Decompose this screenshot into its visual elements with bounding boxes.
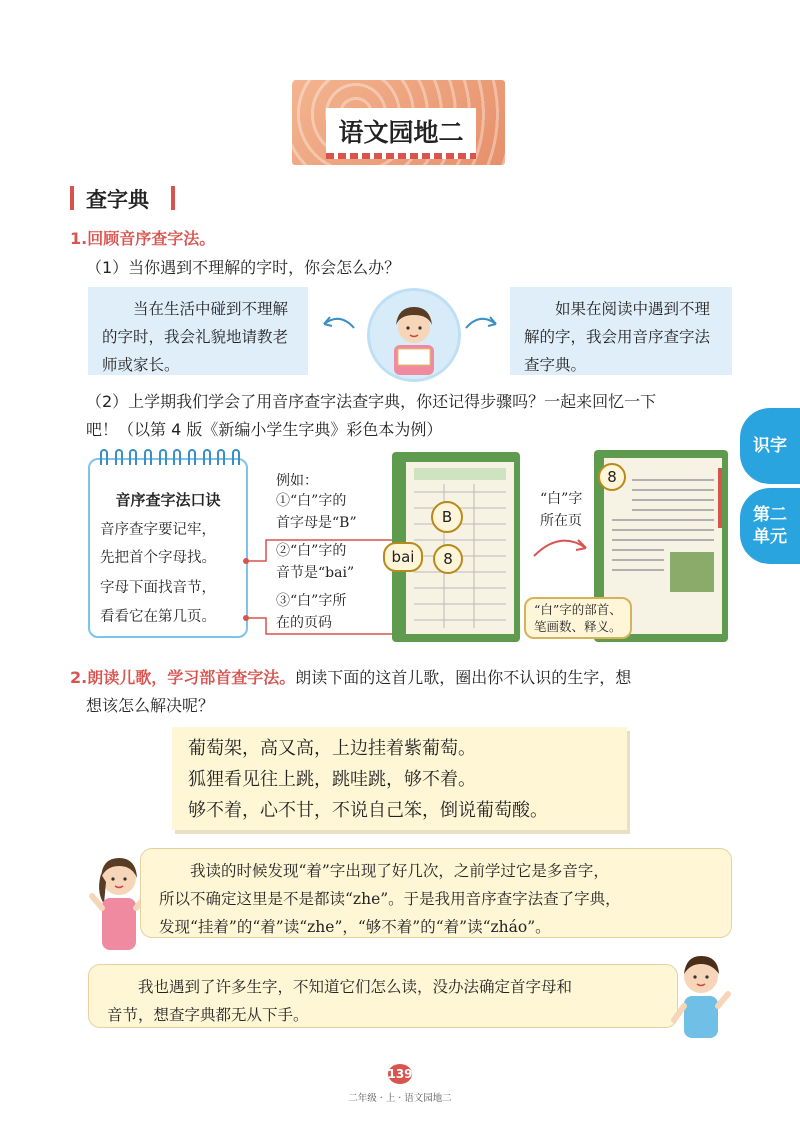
syllable-bai-tag: bai: [383, 542, 423, 572]
girl-speech-bubble: [140, 848, 732, 938]
ring-icon: [100, 449, 108, 465]
rhyme-line-2: 先把首个字母找。: [100, 550, 216, 566]
title-underline: [326, 153, 476, 159]
girl-reading-avatar: [367, 288, 461, 382]
poem-box: [172, 727, 627, 830]
step-2-line2: 音节是“bai”: [276, 565, 355, 581]
part1-heading: [70, 226, 215, 249]
page-label-line1: “白”字: [540, 491, 583, 507]
step-3-line1: ③“白”字所: [276, 593, 347, 609]
ring-icon: [129, 449, 137, 465]
question-1: （1）当你遇到不理解的字时，你会怎么办？: [86, 258, 401, 277]
boy-speech-bubble: [88, 964, 678, 1028]
ring-icon: [115, 449, 123, 465]
rhyme-line-4: 看看它在第几页。: [100, 609, 216, 625]
part2-heading: 朗读儿歌，学习部首查字法。: [87, 668, 296, 687]
ring-icon: [217, 449, 225, 465]
left-speech-bubble: 当在生活中碰到不理解的字时，我会礼貌地请教老师或家长。: [88, 287, 308, 375]
arrow-left-icon: [318, 310, 358, 334]
girl-speech-line1: 我读的时候发现“着”字出现了好几次，之前学过它是多音字，: [190, 862, 609, 880]
step-1: [276, 490, 357, 534]
ring-icon: [232, 449, 240, 465]
index-table-illustration: [406, 462, 514, 634]
rhyme-line-3: 字母下面找音节，: [100, 580, 216, 596]
part2-text2: 想该怎么解决呢？: [86, 696, 215, 715]
page-title: 语文园地二: [326, 108, 476, 153]
dictionary-note-line2: 笔画数、释义。: [534, 619, 622, 634]
arrow-right-icon: [462, 310, 502, 334]
tab-literacy: 识字: [740, 408, 800, 484]
step-2: [276, 540, 354, 584]
part1-title: 回顾音序查字法。: [87, 229, 216, 248]
part1-number: 1.: [70, 229, 88, 248]
section-bar-right: [171, 186, 175, 210]
question-2-line2: 吧！（以第 4 版《新编小学生字典》彩色本为例）: [86, 420, 443, 439]
page-label: [540, 488, 582, 532]
ring-icon: [144, 449, 152, 465]
poem-line-3: 够不着，心不甘，不说自己笨，倒说葡萄酸。: [188, 800, 548, 821]
boy-speech-line1: 我也遇到了许多生字，不知道它们怎么读，没办法确定首字母和: [138, 978, 573, 996]
page-footer-caption: 二年级 · 上 · 语文园地二: [348, 1093, 452, 1104]
boy-illustration: [668, 950, 734, 1046]
girl-speech-line2: 所以不确定这里是不是都读“zhe”。于是我用音序查字法查了字典，: [159, 890, 621, 908]
entry-page-number-tag: 8: [598, 463, 626, 491]
poem-line-1: 葡萄架，高又高，上边挂着紫葡萄。: [188, 738, 476, 759]
curved-arrow-icon: [530, 528, 592, 562]
ring-icon: [203, 449, 211, 465]
ring-icon: [188, 449, 196, 465]
ring-icon: [159, 449, 167, 465]
poem-line-2: 狐狸看见往上跳，跳哇跳，够不着。: [188, 769, 476, 790]
question-2-line1: （2）上学期我们学会了用音序查字法查字典，你还记得步骤吗？一起来回忆一下: [86, 392, 657, 411]
page-number-tag: 8: [433, 544, 463, 574]
rhyme-line-1: 音序查字要记牢，: [100, 522, 216, 538]
tab-unit-two-line1: 第二: [753, 505, 787, 525]
girl-speech-line3: 发现“挂着”的“着”读“zhe”，“够不着”的“着”读“zháo”。: [159, 918, 551, 936]
section-heading: 查字典: [86, 188, 149, 212]
notebook-rings: [100, 449, 240, 465]
step-3: [276, 590, 346, 634]
tab-unit-two: [740, 488, 800, 564]
part2-number: 2.: [70, 668, 88, 687]
boy-speech-line2: 音节，想查字典都无从下手。: [107, 1006, 309, 1024]
notebook-title: 音序查字法口诀: [115, 491, 221, 509]
step-1-line1: ①“白”字的: [276, 493, 347, 509]
part2-text1: 朗读下面的这首儿歌，圈出你不认识的生字，想: [295, 668, 632, 687]
section-bar-left: [70, 186, 74, 210]
right-speech-bubble: 如果在阅读中遇到不理解的字，我会用音序查字法查字典。: [510, 287, 732, 375]
girl-reading-illustration: [370, 291, 458, 379]
dictionary-note-line1: “白”字的部首、: [534, 602, 622, 617]
page-number-badge: 139: [388, 1064, 412, 1084]
ring-icon: [173, 449, 181, 465]
step-1-line2: 首字母是“B”: [276, 515, 357, 531]
page-label-line2: 所在页: [540, 513, 582, 529]
example-label: 例如：: [276, 473, 318, 489]
step-3-line2: 在的页码: [276, 615, 332, 631]
part2-line1: [70, 664, 631, 692]
index-page: [406, 462, 514, 634]
step-2-line1: ②“白”字的: [276, 543, 347, 559]
tab-unit-two-line2: 单元: [753, 527, 787, 547]
initial-b-tag: B: [431, 501, 463, 533]
dictionary-note: [524, 597, 632, 639]
